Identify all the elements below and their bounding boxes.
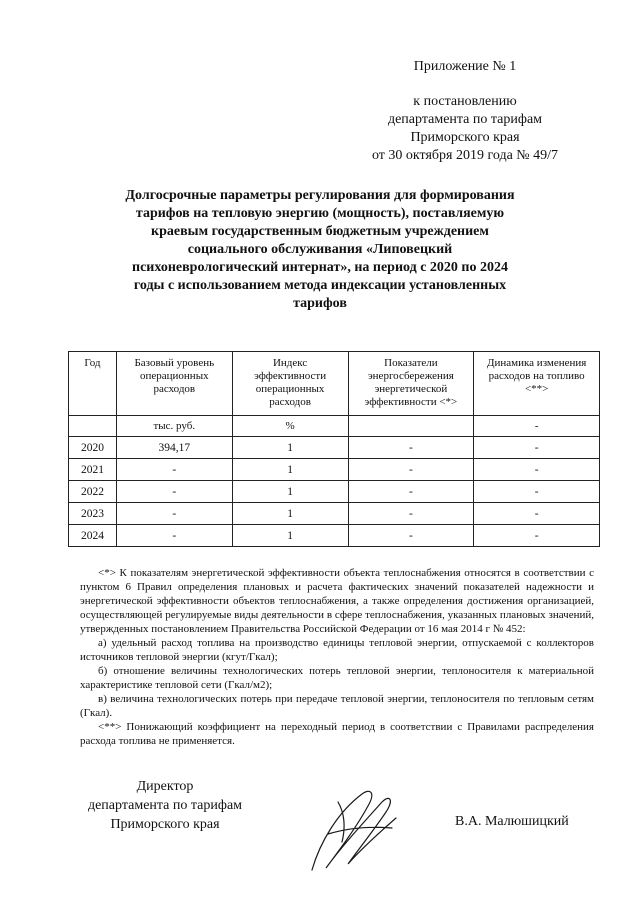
table-cell: -	[474, 503, 600, 525]
table-cell: -	[348, 481, 474, 503]
header-year: Год	[69, 352, 117, 416]
signatory-position	[70, 777, 260, 834]
table-cell: -	[116, 503, 232, 525]
reference-line: департамента по тарифам	[387, 112, 543, 127]
table-cell: -	[348, 437, 474, 459]
header-base-level: Базовый уровень операционных расходов	[116, 352, 232, 416]
table-cell: -	[474, 459, 600, 481]
table-cell	[69, 416, 117, 437]
position-line: департамента по тарифам	[87, 798, 243, 813]
header-efficiency-index: Индекс эффективности операционных расходов	[232, 352, 348, 416]
table-cell: 2021	[69, 459, 117, 481]
table-units-row	[69, 416, 600, 437]
table-row	[69, 437, 600, 459]
table-cell: 1	[232, 503, 348, 525]
table-row	[69, 481, 600, 503]
table-row	[69, 503, 600, 525]
header-fuel-dynamics: Динамика изменения расходов на топливо <**>	[474, 352, 600, 416]
table-cell	[348, 416, 474, 437]
resolution-reference	[320, 93, 610, 165]
table-cell: -	[474, 481, 600, 503]
footnote-paragraph: а) удельный расход топлива на производство единицы тепловой энергии, отпускаемой с коллекторов источников тепловой энергии (кгут/Гкал);	[80, 637, 594, 663]
table-row	[69, 525, 600, 547]
table-cell: -	[348, 503, 474, 525]
table-cell: -	[116, 525, 232, 547]
table-cell: -	[116, 459, 232, 481]
table-cell: -	[348, 525, 474, 547]
table-cell: 2022	[69, 481, 117, 503]
table-cell: -	[116, 481, 232, 503]
table-cell: -	[474, 416, 600, 437]
reference-line: к постановлению	[413, 94, 517, 109]
document-title: Долгосрочные параметры регулирования для формирования тарифов на тепловую энергию (мощность), поставляемую краевым государственным бюджетным учреждением социального обслуживания «Липовецкий психоневрологический интернат», на период с 2020 по 2024 годы с использованием метода индексации установленных тарифов	[125, 188, 515, 311]
position-line: Приморского края	[110, 817, 220, 832]
table-cell: -	[348, 459, 474, 481]
reference-line: от 30 октября 2019 года № 49/7	[371, 148, 559, 163]
reference-line: Приморского края	[410, 130, 520, 145]
table-cell: -	[474, 525, 600, 547]
table-cell: 1	[232, 437, 348, 459]
table-cell: 2023	[69, 503, 117, 525]
table-cell: тыс. руб.	[116, 416, 232, 437]
table-cell: 1	[232, 481, 348, 503]
table-cell: 1	[232, 459, 348, 481]
table-row	[69, 459, 600, 481]
table-cell: %	[232, 416, 348, 437]
position-line: Директор	[136, 779, 194, 794]
footnotes	[80, 566, 594, 748]
handwritten-signature	[298, 782, 408, 877]
table-cell: -	[474, 437, 600, 459]
footnote-paragraph: <*> К показателям энергетической эффективности объекта теплоснабжения относятся в соответствии с пунктом 6 Правил определения плановых и расчета фактических значений показателей надежности и энергетической эффективности объектов теплоснабжения, а также определения достижения организацией, осуществляющей регулируемые виды деятельности в сфере теплоснабжения, указанных плановых значений, утвержденных постановлением Правительства Российской Федерации от 16 мая 2014 г № 452:	[80, 567, 594, 635]
table-cell: 2020	[69, 437, 117, 459]
table-cell: 1	[232, 525, 348, 547]
footnote-paragraph: <**> Понижающий коэффициент на переходный период в соответствии с Правилами распределения расхода топлива не применяется.	[80, 721, 594, 747]
footnote-paragraph: в) величина технологических потерь при передаче тепловой энергии, теплоносителя по тепловым сетям (Гкал).	[80, 693, 594, 719]
signatory-name: В.А. Малюшицкий	[455, 814, 569, 829]
header-energy-saving: Показатели энергосбережения энергетической эффективности <*>	[348, 352, 474, 416]
table-header-row	[69, 352, 600, 416]
parameters-table	[68, 351, 600, 547]
appendix-label: Приложение № 1	[413, 59, 517, 74]
footnote-paragraph: б) отношение величины технологических потерь тепловой энергии, теплоносителя к материальной характеристике тепловой сети (Гкал/м2);	[80, 665, 594, 691]
table-cell: 2024	[69, 525, 117, 547]
table-cell: 394,17	[116, 437, 232, 459]
